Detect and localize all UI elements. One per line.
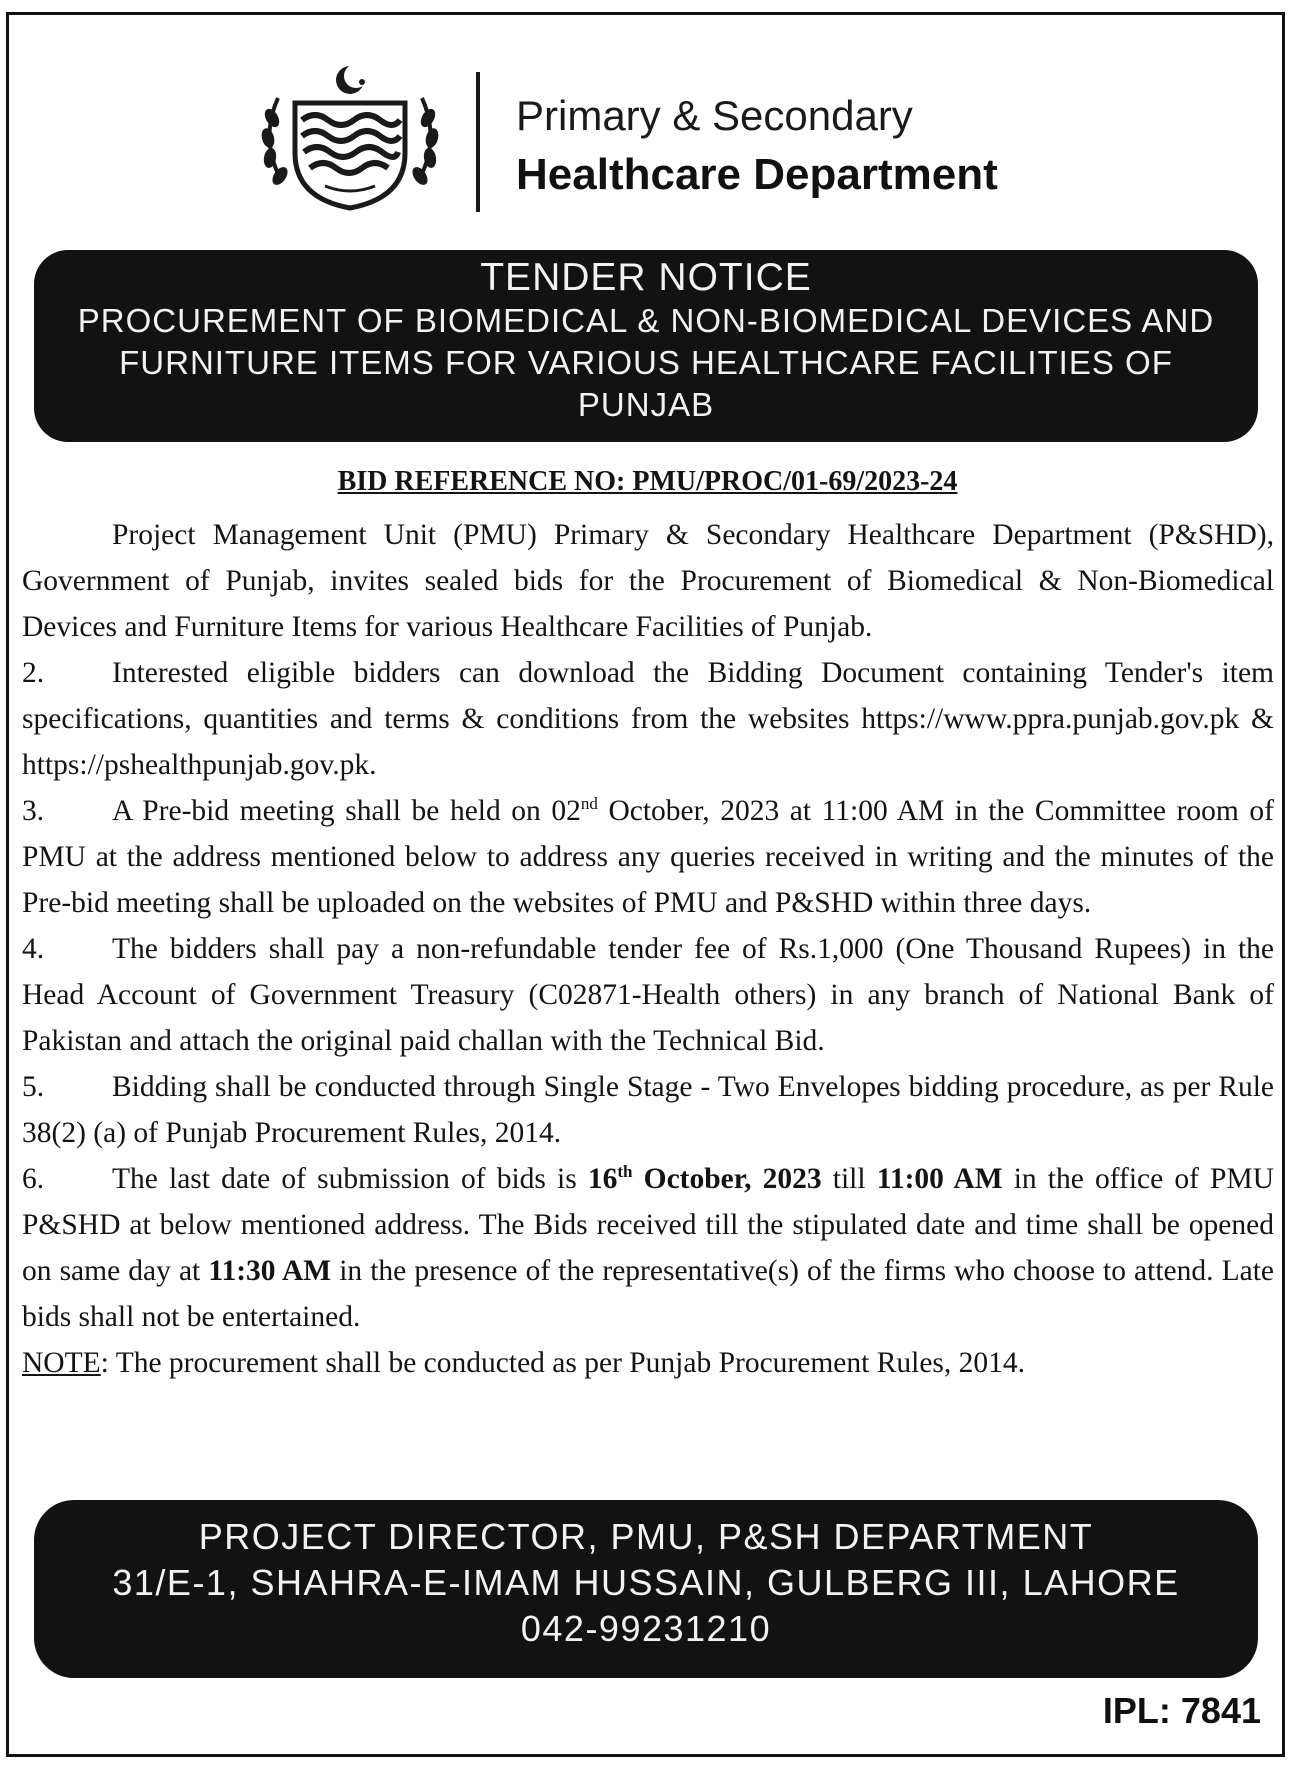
header-divider: [476, 72, 480, 212]
paragraph-text: October, 2023 at 11:00 AM in the Committee room of PMU at the address mentioned below to address any queries received in writing and the minutes of the Pre-bid meeting shall be uploaded on the websites of PMU and P&SHD within three days.: [22, 795, 1274, 919]
paragraph-4: [22, 926, 1274, 1064]
paragraph-text: The bidders shall pay a non-refundable tender fee of Rs.1,000 (One Thousand Rupees) in the Head Account of Government Treasury (C02871-Health others) in any branch of National Bank of Pakistan and attach the original paid challan with the Technical Bid.: [22, 933, 1274, 1057]
department-name-line2: Healthcare Department: [516, 150, 998, 199]
paragraph-text: in the office of PMU P&SHD at below mentioned address. The Bids received till the stipulated date and time shall be opened on same day at: [22, 1163, 1275, 1287]
ipl-number: IPL: 7841: [1102, 1690, 1261, 1731]
note-label: NOTE: [22, 1347, 101, 1379]
paragraph-number: 2.: [22, 657, 45, 689]
punjab-emblem-icon: [250, 58, 450, 218]
contact-title: PROJECT DIRECTOR, PMU, P&SH DEPARTMENT: [198, 1516, 1094, 1557]
ordinal-suffix: th: [617, 1162, 633, 1182]
paragraph-intro: Project Management Unit (PMU) Primary & Secondary Healthcare Department (P&SHD), Government of Punjab, invites sealed bids for the Procurement of Biomedical & Non-Biomedical Devices and Furniture Items for various Healthcare Facilities of Punjab.: [22, 519, 1274, 643]
tender-notice-banner: [34, 250, 1258, 442]
paragraph-2: [22, 650, 1274, 788]
bid-reference-number: BID REFERENCE NO: PMU/PROC/01-69/2023-24: [337, 466, 958, 497]
deadline-month-year: October, 2023: [632, 1163, 822, 1195]
paragraph-number: 5.: [22, 1071, 45, 1103]
deadline-day: 16: [587, 1163, 618, 1195]
tender-notice-subtitle: PROCUREMENT OF BIOMEDICAL & NON-BIOMEDICAL DEVICES AND FURNITURE ITEMS FOR VARIOUS HEALTHCARE FACILITIES OF PUNJAB: [77, 302, 1215, 423]
department-header: [250, 50, 1050, 220]
paragraph-text: The last date of submission of bids is: [112, 1163, 588, 1195]
paragraph-number: 3.: [22, 795, 45, 827]
paragraph-text: in the presence of the representative(s) of the firms who choose to attend. Late bids shall not be entertained.: [22, 1255, 1274, 1333]
contact-phone: 042-99231210: [520, 1608, 772, 1649]
paragraph-number: 6.: [22, 1163, 45, 1195]
paragraph-6: [22, 1156, 1274, 1340]
contact-address: 31/E-1, SHAHRA-E-IMAM HUSSAIN, GULBERG III, LAHORE: [112, 1562, 1180, 1603]
submission-deadline-date: [588, 1163, 822, 1195]
paragraph-text: A Pre-bid meeting shall be held on 02: [112, 795, 581, 827]
paragraph-text: Bidding shall be conducted through Single Stage - Two Envelopes bidding procedure, as per Rule 38(2) (a) of Punjab Procurement Rules, 2014.: [22, 1071, 1274, 1149]
paragraph-text: till: [821, 1163, 877, 1195]
bid-opening-time: 11:30 AM: [208, 1255, 332, 1287]
submission-deadline-time: 11:00 AM: [876, 1163, 1003, 1195]
contact-banner: [34, 1500, 1258, 1678]
notice-body: [22, 512, 1274, 1386]
paragraph-3: [22, 788, 1274, 926]
paragraph-number: 4.: [22, 933, 45, 965]
note-text: : The procurement shall be conducted as per Punjab Procurement Rules, 2014.: [100, 1347, 1026, 1379]
note-paragraph: [22, 1340, 1274, 1386]
tender-notice-title: TENDER NOTICE: [480, 256, 812, 299]
ordinal-suffix: nd: [580, 794, 598, 814]
paragraph-text: Interested eligible bidders can download the Bidding Document containing Tender's item specifications, quantities and terms & conditions from the websites https://www.ppra.punjab.gov.pk & https://pshealthpunjab.gov.pk.: [22, 657, 1274, 781]
paragraph-5: [22, 1064, 1274, 1156]
department-name-line1: Primary & Secondary: [516, 92, 913, 139]
